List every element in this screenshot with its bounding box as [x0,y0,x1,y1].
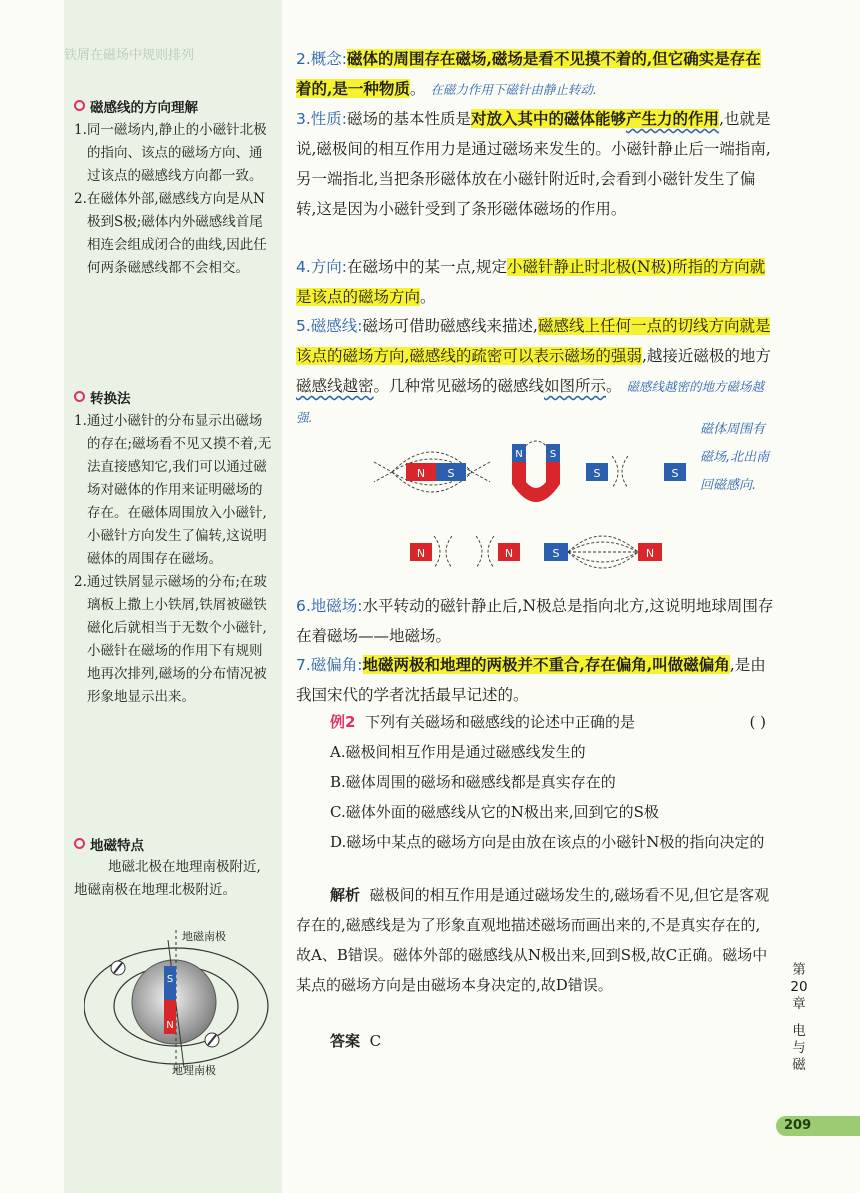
item-earth-field: 6.地磁场:水平转动的磁针静止后,N极总是指向北方,这说明地球周围存在着磁场——地磁场。 [296,597,774,645]
handwritten-note: 磁感线越密的地方磁场越强. [296,379,765,425]
svg-text:N: N [515,449,523,460]
bullet-icon [74,100,85,111]
section-title-conversion-method: 转换法 [74,387,131,407]
example-question: 例2 下列有关磁场和磁感线的论述中正确的是 ( ) [330,713,766,731]
conversion-method-list [74,410,274,709]
magnet-n-label: N [166,1020,174,1031]
svg-text:S: S [447,467,455,480]
bullet-icon [74,838,85,849]
item-declination: 7.磁偏角:地磁两极和地理的两极并不重合,存在偏角,叫做磁偏角,是由我国宋代的学者沈括最早记述的。 [296,655,766,704]
answer: 答案 C [330,1032,382,1050]
magnetic-field-figure [372,436,692,584]
option-b: B.磁体周围的磁场和磁感线都是真实存在的 [330,773,616,791]
section-title-geomagnetic: 地磁特点 [74,834,144,854]
section-title-field-direction: 磁感线的方向理解 [74,96,198,116]
option-c: C.磁体外面的磁感线从它的N极出来,回到它的S极 [330,803,659,821]
magnet-s-label: S [166,974,174,985]
analysis: 解析 磁极间的相互作用是通过磁场发生的,磁场看不见,但它是客观存在的,磁感线是为了形象直观地描述磁场而画出来的,不是真实存在的,故A、B错误。磁体外部的磁感线从N极出来,回到S极,故C正确。磁场中某点的磁场方向是由磁场本身决定的,故D错误。 [296,886,770,994]
side-handwritten-note: 磁体周围有磁场,北出南回磁感向. [700,422,770,493]
item-direction: 4.方向:在磁场中的某一点,规定小磁针静止时北极(N极)所指的方向就是该点的磁场方向。 [296,258,766,306]
item-property: 3.性质:磁场的基本性质是对放入其中的磁体能够产生力的作用,也就是说,磁极间的相互作用力是通过磁场来发生的。小磁针静止后一端指南,另一端指北,当把条形磁体放在小磁针附近时,会看到小磁针发生了偏转,这是因为小磁针受到了条形磁体磁场的作用。 [296,109,771,218]
svg-text:S: S [593,467,601,480]
svg-text:S: S [549,449,557,460]
svg-text:S: S [552,547,560,560]
item-field-lines: 5.磁感线:磁场可借助磁感线来描述,磁感线上任何一点的切线方向就是该点的磁场方向,磁感线的疏密可以表示磁场的强弱,越接近磁极的地方磁感线越密。几种常见磁场的磁感线如图所示。 磁感线越密的地方磁场越强. [296,317,771,425]
list-item: 2.在磁体外部,磁感线方向是从N极到S极;磁体内外磁感线首尾相连会组成闭合的曲线,因此任何两条磁感线都不会相交。 [74,191,267,276]
item-concept: 2.概念:磁体的周围存在磁场,磁场是看不见摸不着的,但它确实是存在着的,是一种物质。 在磁力作用下磁针由静止转动. [296,49,761,98]
geomagnetic-figure [84,928,280,1076]
field-direction-list [74,119,274,280]
bullet-icon [74,391,85,402]
list-item: 2.通过铁屑显示磁场的分布;在玻璃板上撒上小铁屑,铁屑被磁铁磁化后就相当于无数个小磁针,小磁针在磁场的作用下有规则地再次排列,磁场的分布情况被形象地显示出来。 [74,574,267,705]
geomagnetic-text: 地磁北极在地理南极附近,地磁南极在地理北极附近。 [74,859,261,898]
geomagnetic-south-label: 地磁南极 [182,930,226,943]
svg-text:N: N [416,547,426,560]
handwritten-note: 在磁力作用下磁针由静止转动. [430,82,597,97]
list-item: 1.通过小磁针的分布显示出磁场的存在;磁场看不见又摸不着,无法直接感知它,我们可以通过磁场对磁体的作用来证明磁场的存在。在磁体周围放入小磁针,小磁针方向发生了偏转,这说明磁体的周围存在磁场。 [74,413,272,567]
option-a: A.磁极间相互作用是通过磁感线发生的 [330,743,586,761]
svg-text:N: N [504,547,514,560]
page-number: 209 [776,1116,860,1136]
svg-text:N: N [416,467,426,480]
svg-text:S: S [671,467,679,480]
geographic-south-label: 地理南极 [172,1064,216,1076]
sidebar-faded-text: 铁屑在磁场中规则排列 [64,48,195,63]
option-d: D.磁场中某点的磁场方向是由放在该点的小磁针N极的指向决定的 [330,833,765,851]
list-item: 1.同一磁场内,静止的小磁针北极的指向、该点的磁场方向、通过该点的磁感线方向都一致。 [74,122,267,184]
svg-text:N: N [645,547,655,560]
chapter-marker: 第20章 电与磁 [790,962,808,1073]
